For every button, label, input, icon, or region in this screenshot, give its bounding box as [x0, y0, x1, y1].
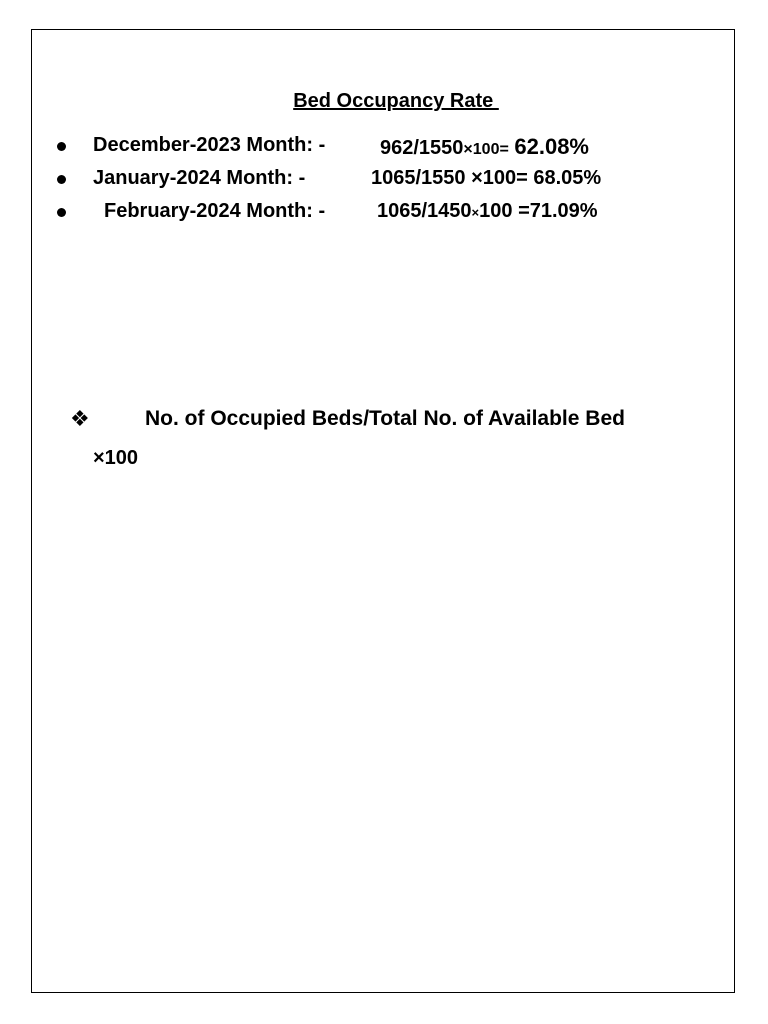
list-item-january	[0, 164, 768, 194]
month-label: January-2024 Month: -	[93, 167, 306, 189]
rate-result: 62.08%	[514, 134, 589, 159]
month-label: December-2023 Month: -	[93, 134, 326, 156]
rate-multiplier: ×	[471, 205, 480, 220]
rate-calculation	[377, 200, 598, 223]
month-label: February-2024 Month: -	[104, 200, 326, 222]
rate-result: 100 =71.09%	[479, 200, 598, 222]
rate-fraction: 1065/1450	[377, 200, 472, 222]
rate-fraction: 962/1550	[380, 137, 464, 159]
formula-line-1: No. of Occupied Beds/Total No. of Available Bed	[145, 407, 625, 430]
rate-calculation	[380, 134, 589, 160]
list-item-february	[0, 197, 768, 227]
list-item-december	[0, 131, 768, 161]
bullet-icon	[57, 142, 66, 151]
rate-calculation: 1065/1550 ×100= 68.05%	[371, 167, 602, 189]
formula-line-2: ×100	[93, 447, 139, 469]
rate-multiplier: ×100=	[463, 141, 509, 158]
bullet-icon	[57, 175, 66, 184]
diamond-bullet-icon: ❖	[70, 407, 90, 432]
page-title: Bed Occupancy Rate	[293, 90, 499, 112]
bullet-icon	[57, 208, 66, 217]
